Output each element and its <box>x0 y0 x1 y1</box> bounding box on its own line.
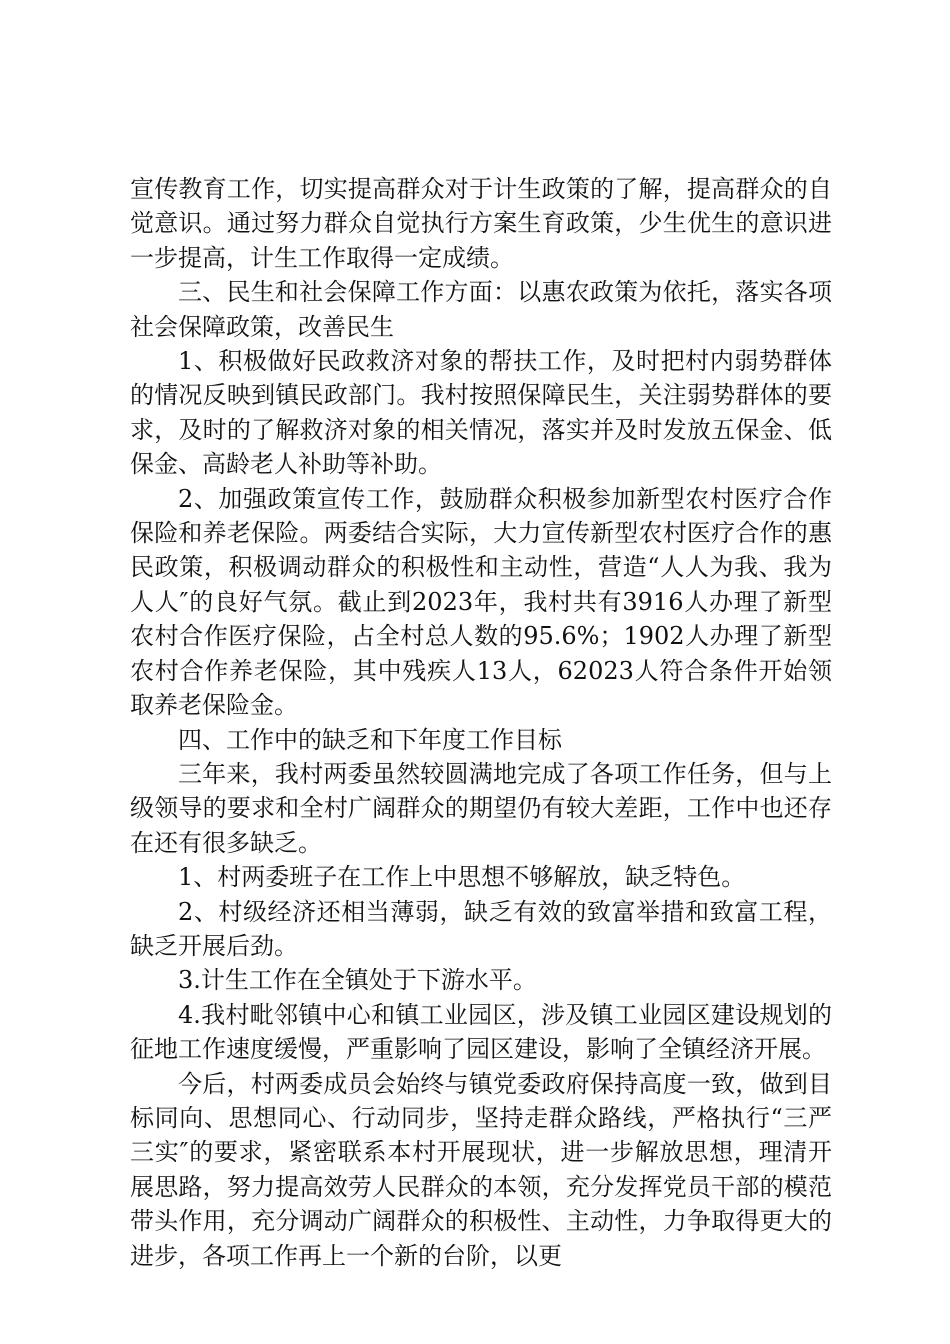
paragraph: 2、加强政策宣传工作，鼓励群众积极参加新型农村医疗合作保险和养老保险。两委结合实际，大力宣传新型农村医疗合作的惠民政策，积极调动群众的积极性和主动性，营造“人人为我、我为人人″的良好气氛。截止到2023年，我村共有3916人办理了新型农村合作医疗保险，占全村总人数的95.6%；1902人办理了新型农村合作养老保险，其中残疾人13人，62023人符合条件开始领取养老保险金。 <box>130 484 832 720</box>
list-item: 3.计生工作在全镇处于下游水平。 <box>178 966 537 995</box>
list-item: 2、村级经济还相当薄弱，缺乏有效的致富举措和致富工程，缺乏开展后劲。 <box>130 897 832 960</box>
paragraph: 三年来，我村两委虽然较圆满地完成了各项工作任务，但与上级领导的要求和全村广阔群众的期望仍有较大差距，工作中也还存在还有很多缺乏。 <box>130 759 832 857</box>
paragraph: 今后，村两委成员会始终与镇党委政府保持高度一致，做到目标同向、思想同心、行动同步，坚持走群众路线，严格执行“三严三实″的要求，紧密联系本村开展现状，进一步解放思想，理清开展思路，努力提高效劳人民群众的本领，充分发挥党员干部的模范带头作用，充分调动广阔群众的积极性、主动性，力争取得更大的进步，各项工作再上一个新的台阶，以更 <box>130 1069 832 1270</box>
list-item: 1、村两委班子在工作上中思想不够解放，缺乏特色。 <box>178 863 746 892</box>
list-item: 4.我村毗邻镇中心和镇工业园区，涉及镇工业园区建设规划的征地工作速度缓慢，严重影响了园区建设，影响了全镇经济开展。 <box>130 1000 832 1064</box>
paragraph: 宣传教育工作，切实提高群众对于计生政策的了解，提高群众的自觉意识。通过努力群众自觉执行方案生育政策，少生优生的意识进一步提高，计生工作取得一定成绩。 <box>130 175 832 272</box>
section-heading: 三、民生和社会保障工作方面：以惠农政策为依托，落实各项社会保障政策，改善民生 <box>130 278 832 341</box>
section-heading: 四、工作中的缺乏和下年度工作目标 <box>178 725 562 754</box>
paragraph: 1、积极做好民政救济对象的帮扶工作，及时把村内弱势群体的情况反映到镇民政部门。我村按照保障民生，关注弱势群体的要求，及时的了解救济对象的相关情况，落实并及时发放五保金、低保金、高龄老人补助等补助。 <box>130 347 832 479</box>
document-body <box>130 172 832 1273</box>
